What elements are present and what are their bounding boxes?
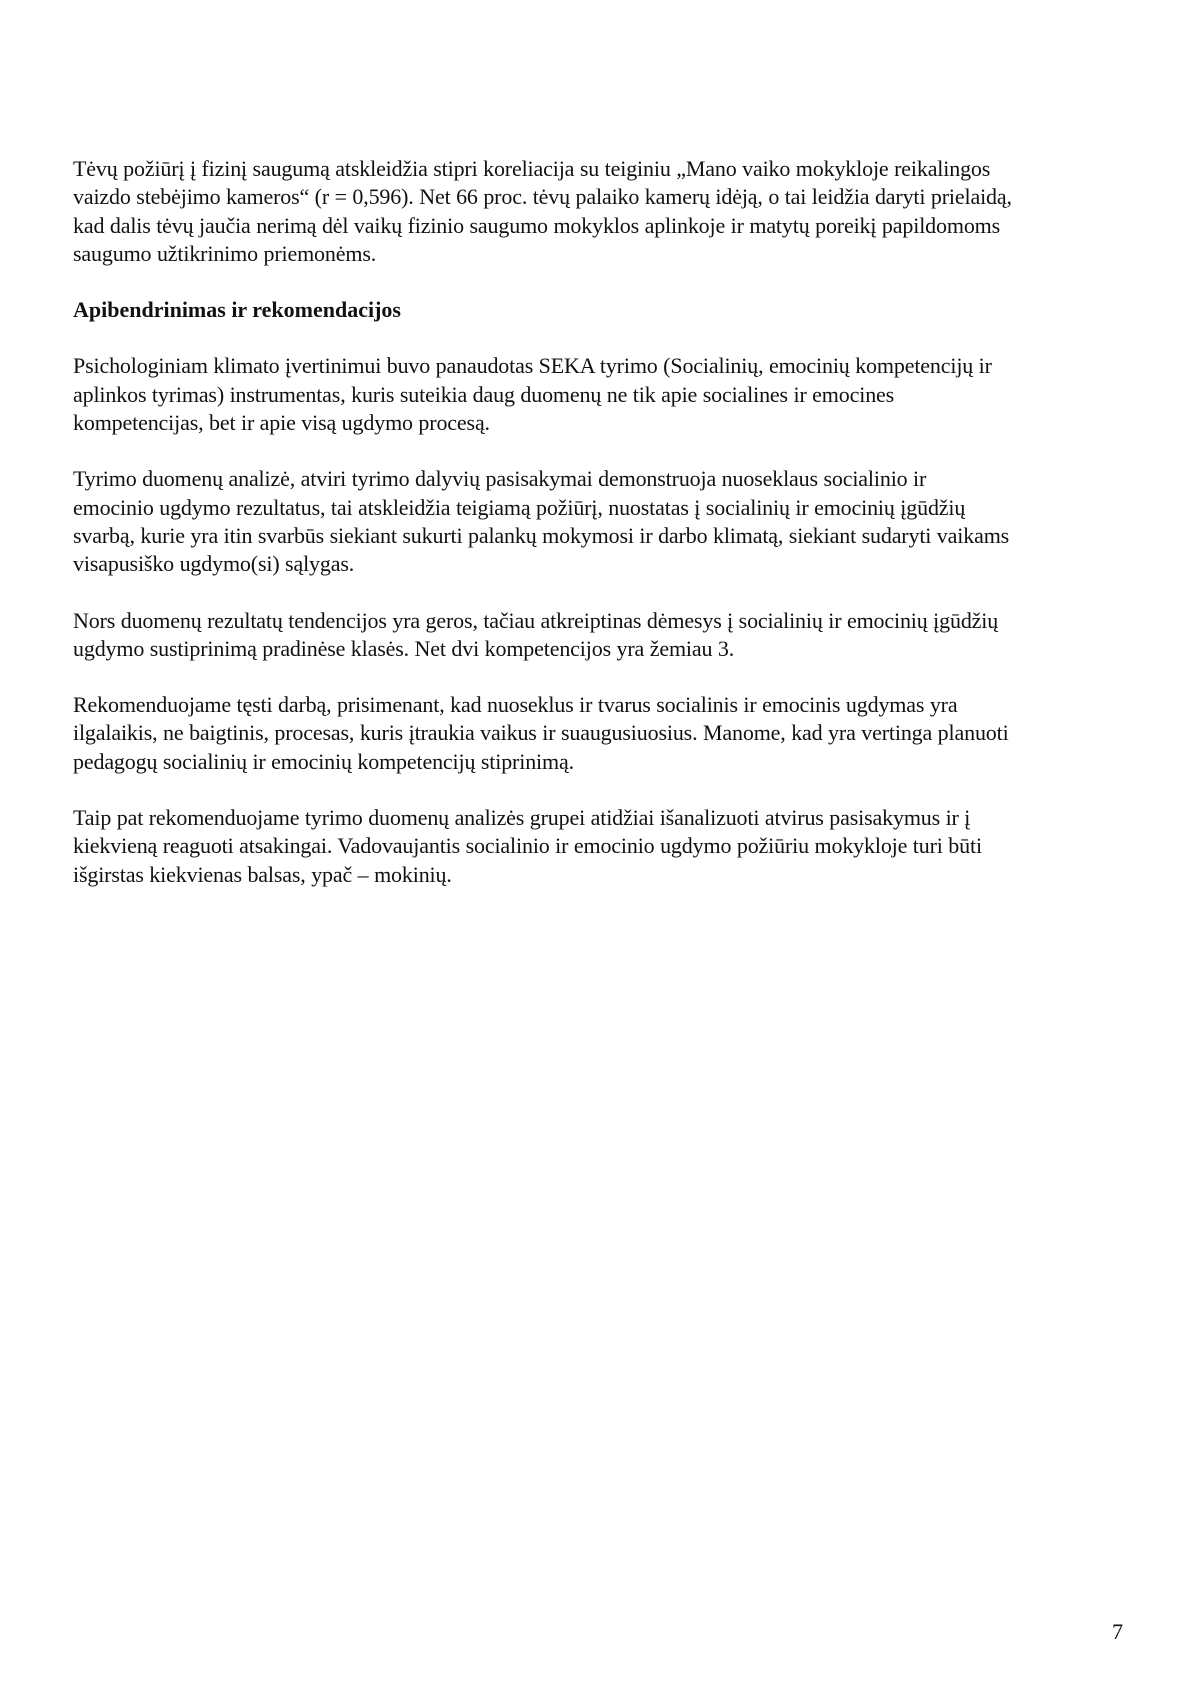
paragraph-recommendation-continue	[73, 691, 1133, 776]
text-line: pedagogų socialinių ir emocinių kompetencijų stiprinimą.	[73, 748, 574, 774]
text-line: aplinkos tyrimas) instrumentas, kuris suteikia daug duomenų ne tik apie socialines ir emocines	[73, 381, 895, 407]
paragraph-data-analysis	[73, 465, 1133, 578]
text-line: kompetencijas, bet ir apie visą ugdymo procesą.	[73, 410, 490, 436]
document-body	[73, 155, 1133, 917]
text-line: Taip pat rekomenduojame tyrimo duomenų analizės grupei atidžiai išanalizuoti atvirus pasisakymus ir į	[73, 805, 971, 831]
text-line: Rekomenduojame tęsti darbą, prisimenant, kad nuoseklus ir tvarus socialinis ir emocinis ugdymas yra	[73, 692, 958, 718]
paragraph-recommendation-analysis	[73, 804, 1133, 889]
paragraph-parent-safety	[73, 155, 1133, 268]
text-line: kad dalis tėvų jaučia nerimą dėl vaikų fizinio saugumo mokyklos aplinkoje ir matytų poreikį papildomoms	[73, 212, 1001, 238]
text-line: svarbą, kurie yra itin svarbūs siekiant sukurti palankų mokymosi ir darbo klimatą, siekiant sudaryti vaikams	[73, 522, 1010, 548]
text-line: emocinio ugdymo rezultatus, tai atskleidžia teigiamą požiūrį, nuostatas į socialinių ir emocinių įgūdžių	[73, 494, 966, 520]
text-line: kiekvieną reaguoti atsakingai. Vadovaujantis socialinio ir emocinio ugdymo požiūriu mokykloje turi būti	[73, 833, 982, 859]
text-line: visapusiško ugdymo(si) sąlygas.	[73, 551, 355, 577]
text-line: Tėvų požiūrį į fizinį saugumą atskleidžia stipri koreliacija su teiginiu „Mano vaiko mokykloje reikalingos	[73, 156, 991, 181]
section-heading: Apibendrinimas ir rekomendacijos	[73, 297, 401, 323]
page-number: 7	[1112, 1619, 1123, 1644]
paragraph-tendencies	[73, 607, 1133, 664]
text-line: ilgalaikis, ne baigtinis, procesas, kuris įtraukia vaikus ir suaugusiuosius. Manome, kad yra vertinga planuoti	[73, 720, 1009, 746]
text-line: Nors duomenų rezultatų tendencijos yra geros, tačiau atkreiptinas dėmesys į socialinių ir emocinių įgūdžių	[73, 607, 999, 633]
text-line: saugumo užtikrinimo priemonėms.	[73, 240, 377, 266]
text-line: Tyrimo duomenų analizė, atviri tyrimo dalyvių pasisakymai demonstruoja nuoseklaus socialinio ir	[73, 466, 927, 492]
text-line: vaizdo stebėjimo kameros“ (r = 0,596). Net 66 proc. tėvų palaiko kamerų idėją, o tai leidžia daryti prielaidą,	[73, 184, 1012, 210]
text-line: ugdymo sustiprinimą pradinėse klasės. Net dvi kompetencijos yra žemiau 3.	[73, 635, 735, 661]
text-line: Psichologiniam klimato įvertinimui buvo panaudotas SEKA tyrimo (Socialinių, emocinių kompetencijų ir	[73, 353, 992, 379]
text-line: išgirstas kiekvienas balsas, ypač – mokinių.	[73, 861, 452, 887]
paragraph-seka-instrument	[73, 352, 1133, 437]
